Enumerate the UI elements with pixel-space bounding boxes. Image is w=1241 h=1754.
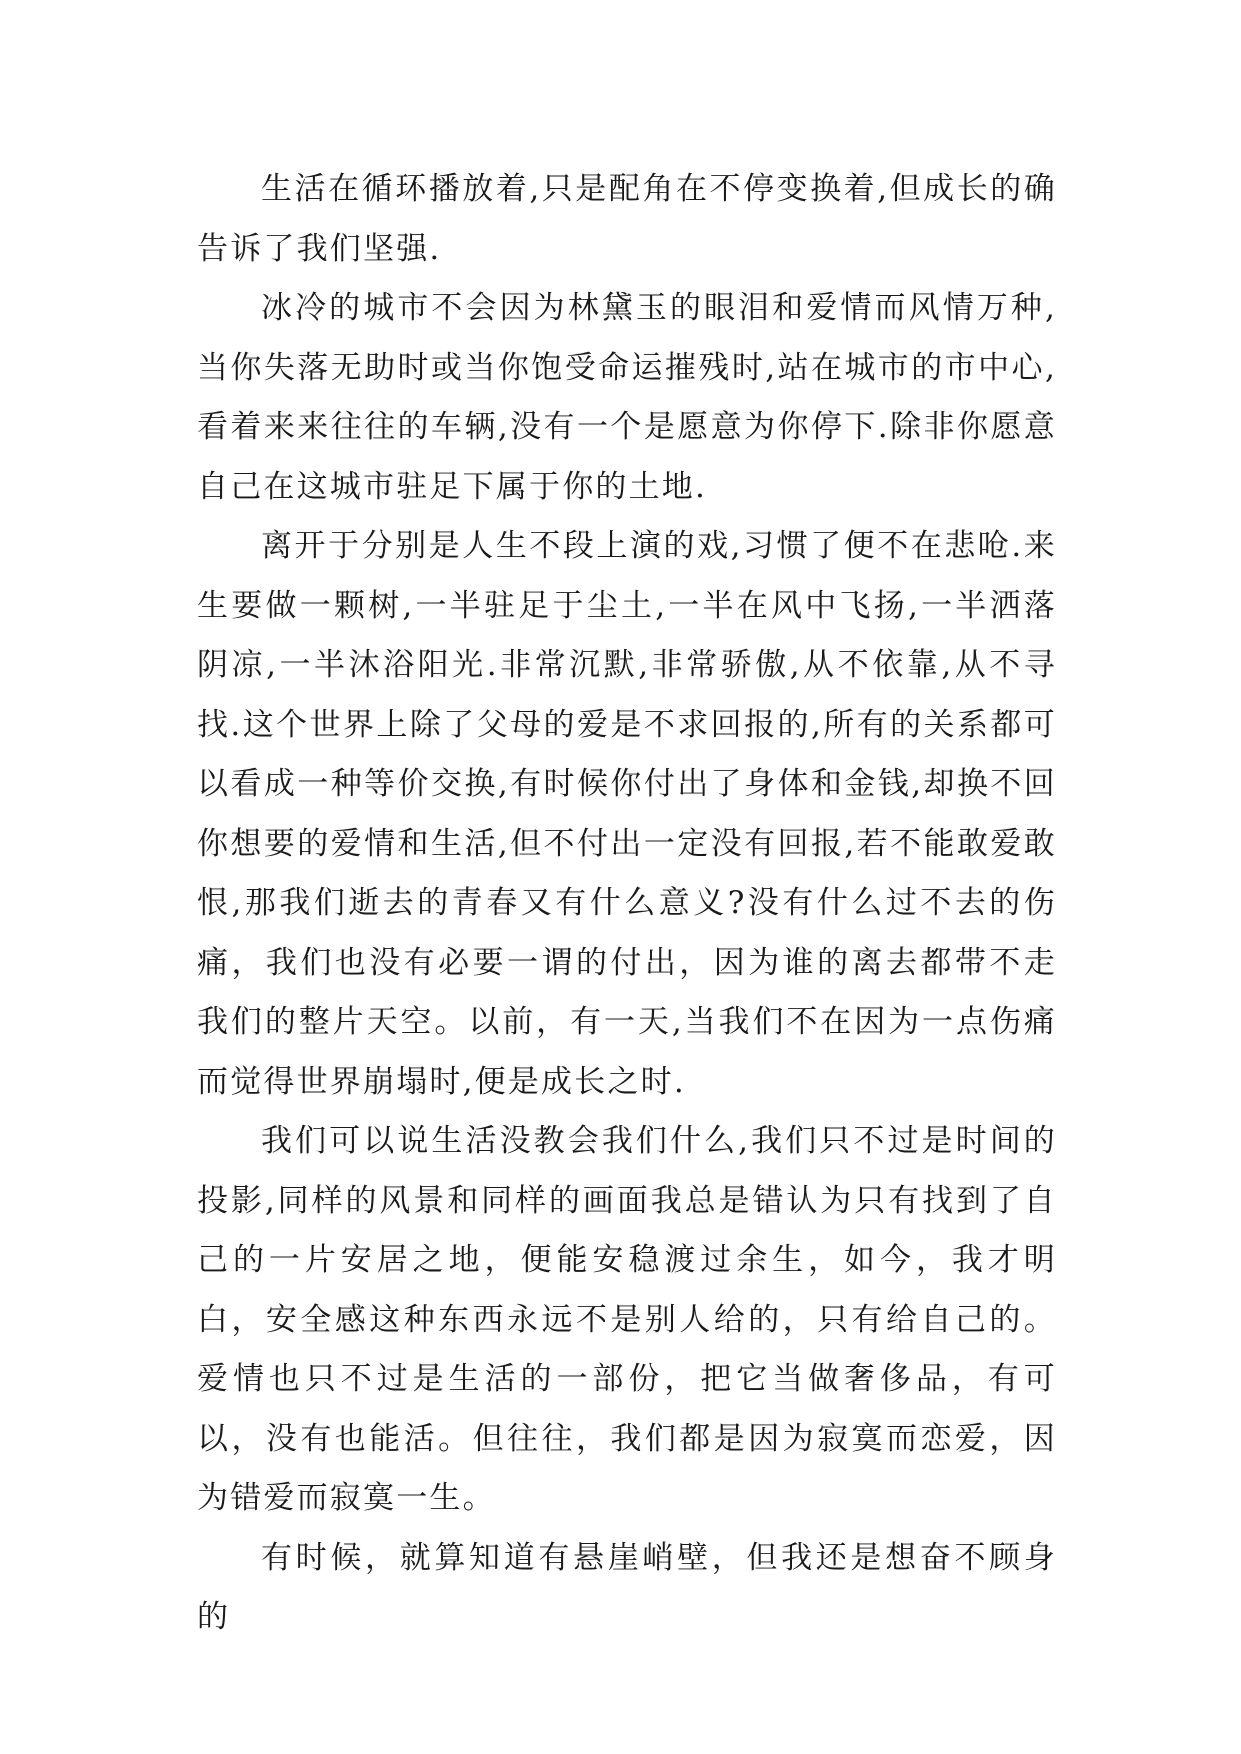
paragraph-1: 生活在循环播放着,只是配角在不停变换着,但成长的确告诉了我们坚强. — [197, 171, 1057, 267]
paragraph-3: 离开于分别是人生不段上演的戏,习惯了便不在悲呛.来生要做一颗树,一半驻足于尘土,一半在风中飞扬,一半洒落阴凉,一半沐浴阳光.非常沉默,非常骄傲,从不依靠,从不寻找.这个世界上除了父母的爱是不求回报的,所有的关系都可以看成一种等价交换,有时候你付出了身体和金钱,却换不回你想要的爱情和生活,但不付出一定没有回报,若不能敢爱敢恨,那我们逝去的青春又有什么意义?没有什么过不去的伤痛，我们也没有必要一谓的付出，因为谁的离去都带不走我们的整片天空。以前，有一天,当我们不在因为一点伤痛而觉得世界崩塌时,便是成长之时. — [197, 528, 1057, 1100]
paragraph-4: 我们可以说生活没教会我们什么,我们只不过是时间的投影,同样的风景和同样的画面我总是错认为只有找到了自己的一片安居之地，便能安稳渡过余生，如今，我才明白，安全感这种东西永远不是别人给的，只有给自己的。爱情也只不过是生活的一部份，把它当做奢侈品，有可以，没有也能活。但往往，我们都是因为寂寞而恋爱，因为错爱而寂寞一生。 — [197, 1123, 1057, 1516]
paragraph-2: 冰冷的城市不会因为林黛玉的眼泪和爱情而风情万种,当你失落无助时或当你饱受命运摧残时,站在城市的市中心,看着来来往往的车辆,没有一个是愿意为你停下.除非你愿意自己在这城市驻足下属于你的土地. — [197, 290, 1057, 505]
paragraph-5: 有时候，就算知道有悬崖峭壁，但我还是想奋不顾身的 — [197, 1539, 1057, 1635]
document-body — [197, 160, 1057, 1648]
